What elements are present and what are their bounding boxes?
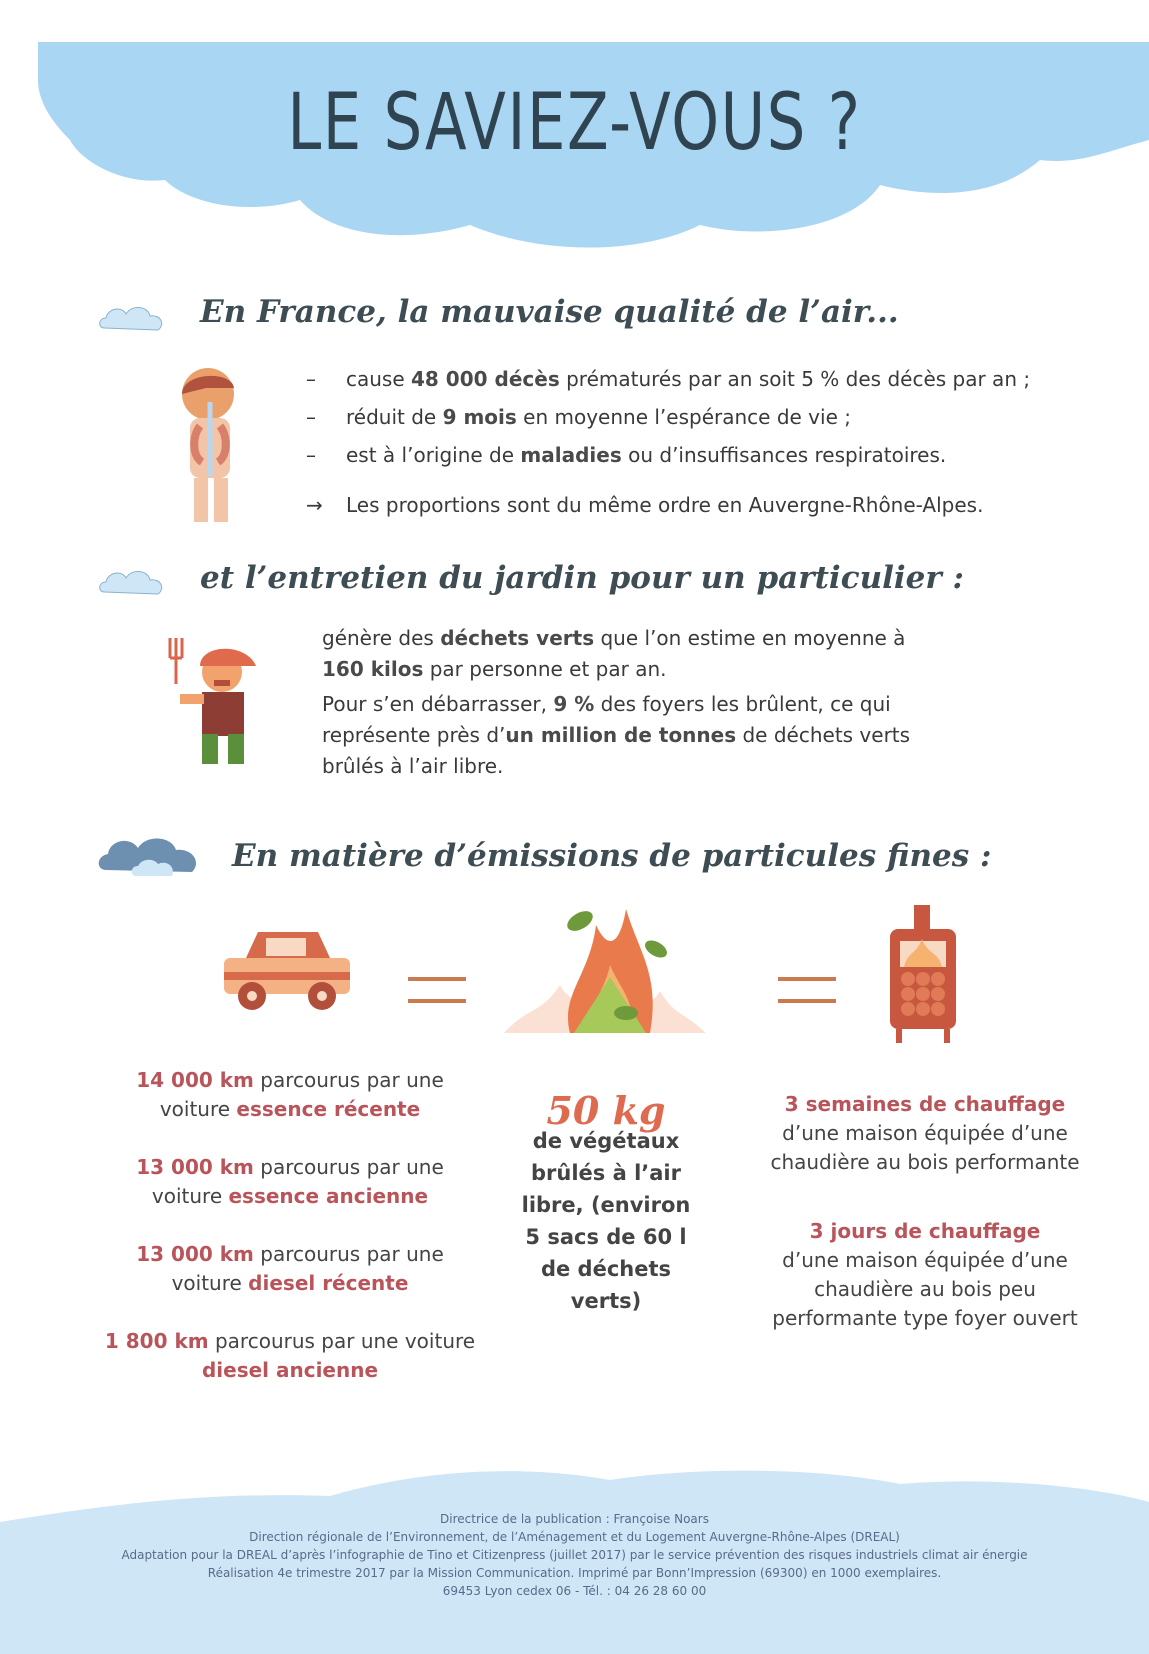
footer-line: 69453 Lyon cedex 06 - Tél. : 04 26 28 60 00 bbox=[442, 1584, 707, 1598]
section-heading-particles: En matière d’émissions de particules fines : bbox=[232, 838, 992, 874]
heating-equivalents bbox=[770, 1090, 1080, 1362]
footer-credits bbox=[0, 1510, 1149, 1600]
burning-leaves-icon bbox=[500, 905, 710, 1035]
arrow-icon: → bbox=[306, 493, 323, 517]
footer-line: Direction régionale de l’Environnement, de l’Aménagement et du Logement Auvergne-Rhône-Alpes (DREAL) bbox=[249, 1530, 900, 1544]
person-lungs-icon bbox=[176, 366, 246, 526]
list-item: – réduit de 9 mois en moyenne l’espérance de vie ; bbox=[306, 405, 851, 429]
section-heading-air-quality: En France, la mauvaise qualité de l’air... bbox=[200, 294, 899, 330]
garden-paragraph-1: génère des déchets verts que l’on estime en moyenne à 160 kilos par personne et par an. bbox=[322, 626, 906, 681]
list-item: 13 000 km parcourus par une voiture diesel récente bbox=[136, 1242, 444, 1295]
car-icon bbox=[222, 928, 352, 1014]
list-item: 1 800 km parcourus par une voiture diesel ancienne bbox=[104, 1329, 476, 1382]
garden-paragraph-2: Pour s’en débarrasser, 9 % des foyers les brûlent, ce qui représente près d’un million de tonnes de déchets verts brûlés à l’air libre. bbox=[322, 692, 911, 778]
garden-description bbox=[322, 623, 942, 786]
wood-stove-icon bbox=[886, 905, 960, 1045]
footer-line: Directrice de la publication : Françoise Noars bbox=[440, 1512, 709, 1526]
small-cloud-icon bbox=[96, 566, 168, 602]
burning-quantity bbox=[516, 1088, 696, 1317]
section-heading-garden: et l’entretien du jardin pour un particulier : bbox=[200, 560, 964, 596]
page-title: LE SAVIEZ-VOUS ? bbox=[287, 78, 862, 168]
air-quality-facts bbox=[306, 360, 1086, 524]
list-item: 3 semaines de chauffage d’une maison équipée d’une chaudière au bois performante bbox=[770, 1092, 1080, 1174]
list-item: 13 000 km parcourus par une voiture essence ancienne bbox=[136, 1155, 444, 1208]
regional-note: → Les proportions sont du même ordre en Auvergne-Rhône-Alpes. bbox=[306, 486, 1086, 524]
list-item: – est à l’origine de maladies ou d’insuffisances respiratoires. bbox=[306, 443, 947, 467]
footer-line: Réalisation 4e trimestre 2017 par la Mission Communication. Imprimé par Bonn’Impression (69300) en 1000 exemplaires. bbox=[207, 1566, 942, 1580]
footer-line: Adaptation pour la DREAL d’après l’infographie de Tino et Citizenpress (juillet 2017) par le service prévention des risques industriels climat air énergie bbox=[121, 1548, 1028, 1562]
small-cloud-icon bbox=[96, 302, 168, 338]
list-item: 3 jours de chauffage d’une maison équipée d’une chaudière au bois peu performante type foyer ouvert bbox=[772, 1219, 1078, 1330]
list-item: – cause 48 000 décès prématurés par an soit 5 % des décès par an ; bbox=[306, 367, 1031, 391]
list-item: 14 000 km parcourus par une voiture essence récente bbox=[136, 1068, 444, 1121]
burning-amount: 50 kg bbox=[546, 1088, 666, 1133]
gardener-icon bbox=[166, 636, 266, 766]
equals-sign bbox=[778, 977, 836, 1003]
car-equivalents bbox=[100, 1066, 480, 1414]
equals-sign bbox=[408, 977, 466, 1003]
dark-cloud-icon bbox=[96, 832, 206, 882]
burning-description: de végétaux brûlés à l’air libre, (environ 5 sacs de 60 l de déchets verts) bbox=[521, 1129, 691, 1313]
